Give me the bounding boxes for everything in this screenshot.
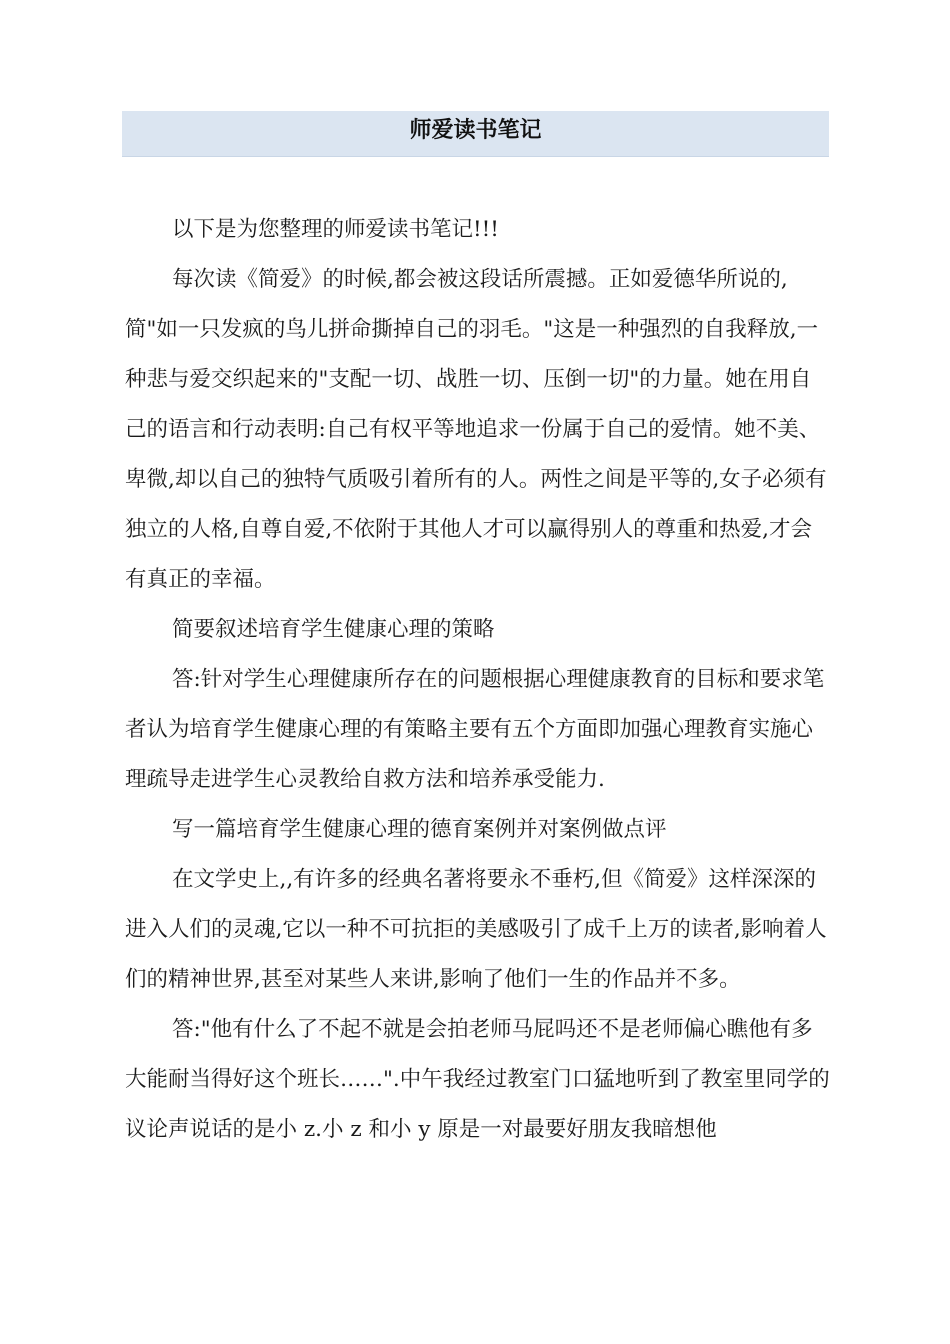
answer-paragraph-1: 答:针对学生心理健康所存在的问题根据心理健康教育的目标和要求笔者认为培育学生健康心理的有策略主要有五个方面即加强心理教育实施心理疏导走进学生心灵教给自救方法和培养承受能力. xyxy=(125,667,825,792)
literature-paragraph: 在文学史上,,有许多的经典名著将要永不垂朽,但《简爱》这样深深的进入人们的灵魂,它以一种不可抗拒的美感吸引了成千上万的读者,影响着人们的精神世界,甚至对某些人来讲,影响了他们一生的作品并不多。 xyxy=(125,867,827,992)
intro-paragraph: 以下是为您整理的师爱读书笔记!!! xyxy=(172,217,499,242)
question-heading-2: 写一篇培育学生健康心理的德育案例并对案例做点评 xyxy=(172,817,667,842)
document-body xyxy=(125,205,830,1155)
answer-paragraph-2: 答:"他有什么了不起不就是会拍老师马屁吗还不是老师偏心瞧他有多大能耐当得好这个班长……".中午我经过教室门口猛地听到了教室里同学的议论声说话的是小 z.小 z 和小 y 原是一对最要好朋友我暗想他 xyxy=(125,1017,830,1142)
title-banner xyxy=(122,111,829,157)
question-heading-1: 简要叙述培育学生健康心理的策略 xyxy=(172,617,495,642)
jane-eyre-paragraph: 每次读《简爱》的时候,都会被这段话所震撼。正如爱德华所说的,简"如一只发疯的鸟儿拼命撕掉自己的羽毛。"这是一种强烈的自我释放,一种悲与爱交织起来的"支配一切、战胜一切、压倒一切"的力量。她在用自己的语言和行动表明:自己有权平等地追求一份属于自己的爱情。她不美、卑微,却以自己的独特气质吸引着所有的人。两性之间是平等的,女子必须有独立的人格,自尊自爱,不依附于其他人才可以赢得别人的尊重和热爱,才会有真正的幸福。 xyxy=(125,267,827,592)
document-title: 师爱读书笔记 xyxy=(409,118,542,143)
